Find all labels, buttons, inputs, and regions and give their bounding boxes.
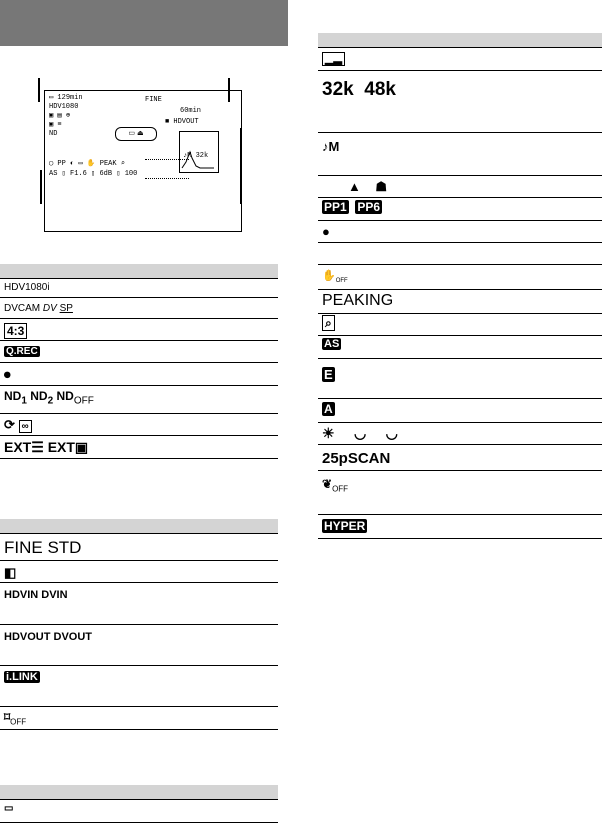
row-divider xyxy=(318,444,602,445)
tape-remaining: 60min xyxy=(180,107,202,115)
table-header xyxy=(0,785,278,800)
row-divider xyxy=(0,362,278,363)
hdv-dv-out-icon: HDVOUT DVOUT xyxy=(4,631,92,643)
dvcam-dv-sp-icon: DVCAM DV SP xyxy=(4,303,73,314)
row-divider xyxy=(318,220,602,221)
exposure-row: AS ▯ F1.6 ▯ 6dB ▯ 100 xyxy=(49,170,138,178)
viewfinder-screen-illustration xyxy=(44,90,242,232)
fine-std-icon: FINE STD xyxy=(4,538,82,557)
hdv1080i-icon: HDV1080i xyxy=(4,282,50,293)
row-divider xyxy=(0,822,278,823)
q-rec-icon: Q.REC xyxy=(6,346,38,357)
callout-line xyxy=(40,170,42,204)
row-divider xyxy=(0,413,278,414)
mic-level-icon: ♪M xyxy=(322,139,340,154)
row-divider xyxy=(0,665,278,666)
face-icon: ● xyxy=(322,224,330,239)
quality-indicator: FINE xyxy=(145,96,162,104)
callout-line xyxy=(228,78,230,102)
row-divider xyxy=(0,706,278,707)
eject-indicator: ▭ ⏏ xyxy=(115,127,157,141)
hdv-dv-in-icon: HDVIN DVIN xyxy=(4,589,68,601)
row-divider xyxy=(0,560,278,561)
row-divider xyxy=(318,289,602,290)
white-balance-icon: ☀ ◡ ◡ xyxy=(322,425,398,441)
memory-stick-icon: ◧ xyxy=(4,565,17,580)
ext-display-icon: EXT☰ EXT▣ xyxy=(4,439,89,455)
status-row: ◯ PP ◐ ▭ ✋ PEAK ⌕ xyxy=(49,160,125,168)
row-divider xyxy=(318,538,602,539)
section-tab xyxy=(0,0,288,46)
table-header xyxy=(0,519,278,534)
aspect-4-3-icon: 4:3 xyxy=(4,325,27,337)
callout-line xyxy=(240,128,242,204)
eject-icon: ▭ xyxy=(4,803,14,814)
row-divider xyxy=(318,242,602,243)
row-divider xyxy=(318,398,602,399)
row-divider xyxy=(318,422,602,423)
row-divider xyxy=(0,297,278,298)
battery-indicator: ▭ 129min xyxy=(49,94,83,102)
row-divider xyxy=(0,340,278,341)
row-divider xyxy=(0,582,278,583)
nd-indicator: ND xyxy=(49,130,58,138)
expanded-focus-icon: ⌕ xyxy=(322,317,335,329)
ilink-icon: i.LINK xyxy=(6,671,38,683)
exposure-icon: E xyxy=(324,367,333,382)
macro-off-icon: $❦_{OFF}$ xyxy=(322,477,349,494)
status-icons-2: ▣ ≡ xyxy=(49,121,62,129)
audio-indicator: ♪M 32k xyxy=(183,152,209,160)
row-divider xyxy=(318,470,602,471)
row-divider xyxy=(318,132,602,133)
row-divider xyxy=(0,458,278,459)
auto-shutter-icon: AS xyxy=(324,338,340,350)
audio-meter xyxy=(145,159,189,179)
row-divider xyxy=(318,175,602,176)
timer-tape-icon: ⟳ ∞ xyxy=(4,418,32,432)
row-divider xyxy=(0,435,278,436)
hyper-gain-icon: HYPER xyxy=(324,519,366,533)
table-header xyxy=(0,264,278,279)
slow-rec-icon: ⏺ xyxy=(4,367,11,382)
row-divider xyxy=(0,729,278,730)
output-indicator: ■ HDVOUT xyxy=(165,118,199,126)
row-divider xyxy=(318,264,602,265)
steadyshot-off-icon: $✋_{OFF}$ xyxy=(322,270,348,285)
audio-mode-icon: 32k 48k xyxy=(322,79,396,100)
lcd-off-icon: $⌑_{OFF}$ xyxy=(4,710,27,727)
landscape-portrait-icon: ▲ ☗ xyxy=(348,179,387,194)
histogram-icon: ▁▂ xyxy=(322,54,345,65)
row-divider xyxy=(0,624,278,625)
callout-line xyxy=(38,78,40,102)
row-divider xyxy=(318,197,602,198)
row-divider xyxy=(0,318,278,319)
row-divider xyxy=(318,358,602,359)
scan-icon: 25pSCAN xyxy=(322,450,391,467)
row-divider xyxy=(318,313,602,314)
peaking-icon: PEAKING xyxy=(322,292,394,309)
row-divider xyxy=(318,335,602,336)
row-divider xyxy=(318,514,602,515)
picture-profile-icon: PP1 PP6 xyxy=(324,200,381,214)
auto-iris-icon: A xyxy=(324,402,333,416)
table-header xyxy=(318,33,602,48)
nd-filter-icon: $ND_1$ $ND_2$ $ND_{OFF}$ xyxy=(4,389,94,407)
row-divider xyxy=(318,70,602,71)
format-indicator: HDV1080 xyxy=(49,103,79,111)
status-icons-1: ▣ ▤ ⊕ xyxy=(49,112,71,120)
row-divider xyxy=(0,385,278,386)
